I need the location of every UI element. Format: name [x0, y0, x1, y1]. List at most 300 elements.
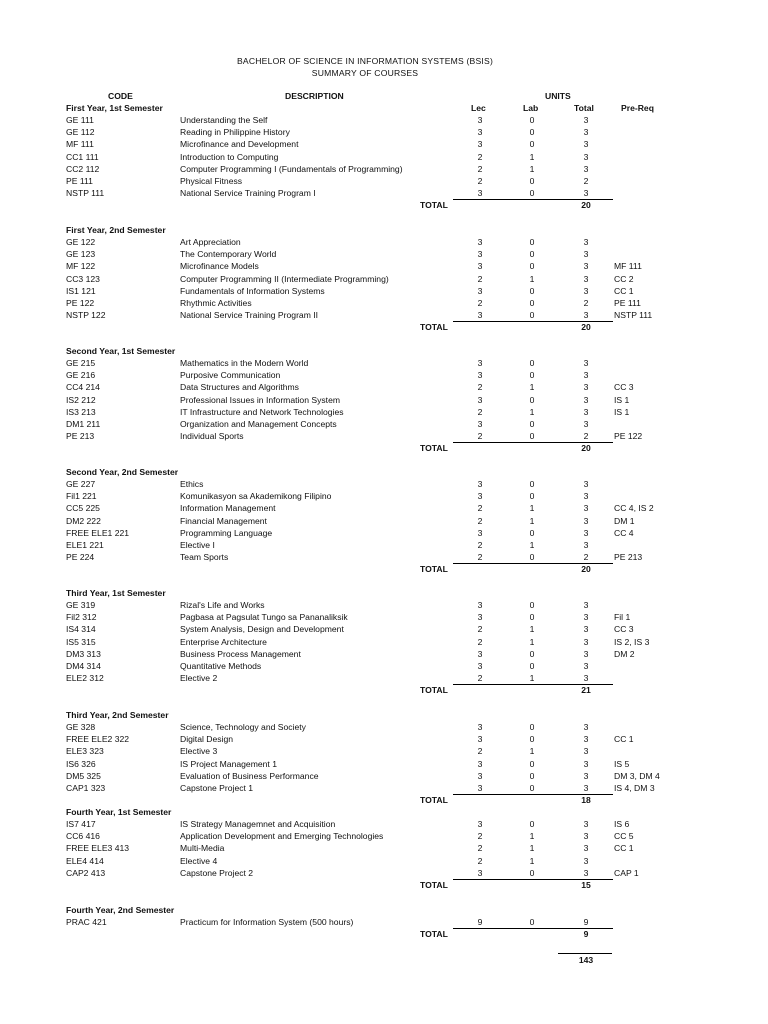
lab-units: 0 [529, 491, 535, 502]
lec-units: 2 [477, 273, 483, 284]
lec-units: 3 [477, 370, 483, 381]
table-row [0, 783, 768, 795]
lab-units: 0 [529, 237, 535, 248]
total-units: 3 [583, 358, 589, 369]
total-units: 3 [583, 819, 589, 830]
header-lec: Lec [471, 103, 486, 113]
lec-units: 3 [477, 285, 483, 296]
course-code: PE 213 [66, 431, 95, 442]
lab-units: 0 [529, 249, 535, 260]
table-row [0, 237, 768, 249]
lec-units: 2 [477, 624, 483, 635]
prerequisite: DM 3, DM 4 [614, 770, 660, 781]
course-code: FREE ELE1 221 [66, 527, 130, 538]
total-units: 3 [583, 188, 589, 199]
lab-units: 0 [529, 418, 535, 429]
lab-units: 0 [529, 782, 535, 793]
table-row [0, 298, 768, 310]
course-description: Evaluation of Business Performance [180, 770, 319, 781]
semester-total-value: 20 [581, 200, 591, 211]
course-description: The Contemporary World [180, 249, 277, 260]
total-units: 3 [583, 770, 589, 781]
semester-total-row [0, 443, 768, 455]
lab-units: 1 [529, 273, 535, 284]
total-units: 3 [583, 648, 589, 659]
prerequisite: CC 4, IS 2 [614, 503, 654, 514]
course-code: CAP1 323 [66, 782, 106, 793]
total-units: 3 [583, 127, 589, 138]
total-units: 3 [583, 758, 589, 769]
course-description: Reading in Philippine History [180, 127, 290, 138]
total-units: 3 [583, 503, 589, 514]
total-units: 3 [583, 382, 589, 393]
total-units: 3 [583, 600, 589, 611]
course-description: Introduction to Computing [180, 151, 279, 162]
course-code: CC1 111 [66, 151, 99, 162]
lab-units: 1 [529, 855, 535, 866]
course-description: Business Process Management [180, 648, 301, 659]
course-code: CC3 123 [66, 273, 100, 284]
total-label: TOTAL [420, 443, 448, 454]
lab-units: 1 [529, 843, 535, 854]
table-row [0, 152, 768, 164]
lec-units: 2 [477, 746, 483, 757]
lec-units: 2 [477, 382, 483, 393]
course-description: Fundamentals of Information Systems [180, 285, 325, 296]
lec-units: 3 [477, 394, 483, 405]
course-description: Science, Technology and Society [180, 722, 306, 733]
lec-units: 3 [477, 237, 483, 248]
total-units: 3 [583, 491, 589, 502]
table-row [0, 856, 768, 868]
lec-units: 3 [477, 115, 483, 126]
course-code: DM4 314 [66, 660, 101, 671]
lab-units: 0 [529, 431, 535, 442]
course-description: Information Management [180, 503, 276, 514]
course-description: Individual Sports [180, 431, 244, 442]
course-code: NSTP 111 [66, 188, 105, 199]
total-label: TOTAL [420, 685, 448, 696]
table-row [0, 382, 768, 394]
total-units: 3 [583, 406, 589, 417]
semester-total-row [0, 322, 768, 334]
total-units: 3 [583, 394, 589, 405]
course-code: GE 227 [66, 479, 96, 490]
course-description: Rhythmic Activities [180, 297, 252, 308]
lab-units: 0 [529, 261, 535, 272]
lab-units: 0 [529, 648, 535, 659]
prerequisite: IS 6 [614, 819, 630, 830]
total-label: TOTAL [420, 322, 448, 333]
lab-units: 1 [529, 515, 535, 526]
document-subtitle: SUMMARY OF COURSES [311, 68, 419, 78]
table-row [0, 661, 768, 673]
lec-units: 3 [477, 479, 483, 490]
semester-total-row [0, 685, 768, 697]
semester-title: Third Year, 1st Semester [66, 588, 166, 598]
total-label: TOTAL [420, 929, 448, 940]
table-row [0, 528, 768, 540]
prerequisite: CC 2 [614, 273, 634, 284]
lab-units: 0 [529, 552, 535, 563]
lab-units: 0 [529, 600, 535, 611]
course-description: Ethics [180, 479, 204, 490]
lec-units: 3 [477, 261, 483, 272]
course-code: Fil2 312 [66, 612, 97, 623]
prerequisite: DM 1 [614, 515, 635, 526]
table-row [0, 431, 768, 443]
table-row [0, 600, 768, 612]
semester-total-value: 20 [581, 443, 591, 454]
total-units: 3 [583, 273, 589, 284]
table-row [0, 176, 768, 188]
course-description: Physical Fitness [180, 175, 243, 186]
lab-units: 0 [529, 758, 535, 769]
lab-units: 0 [529, 394, 535, 405]
prerequisite: DM 2 [614, 648, 635, 659]
course-code: GE 319 [66, 600, 96, 611]
lab-units: 0 [529, 358, 535, 369]
table-row [0, 649, 768, 661]
table-row [0, 843, 768, 855]
total-units: 2 [583, 431, 589, 442]
total-units: 3 [583, 237, 589, 248]
prerequisite: IS 5 [614, 758, 630, 769]
course-description: Elective 3 [180, 746, 218, 757]
lec-units: 3 [477, 310, 483, 321]
lab-units: 1 [529, 163, 535, 174]
course-code: DM3 313 [66, 648, 101, 659]
header-total: Total [574, 103, 594, 113]
lec-units: 2 [477, 163, 483, 174]
header-prereq: Pre-Req [621, 103, 654, 113]
total-units: 3 [583, 722, 589, 733]
course-description: Art Appreciation [180, 237, 241, 248]
semester-total-row [0, 200, 768, 212]
course-description: IS Strategy Managemnet and Acquisition [180, 819, 336, 830]
lec-units: 2 [477, 636, 483, 647]
table-row [0, 358, 768, 370]
course-code: GE 328 [66, 722, 96, 733]
total-units: 3 [583, 636, 589, 647]
prerequisite: CC 5 [614, 831, 634, 842]
table-row [0, 552, 768, 564]
course-description: Capstone Project 2 [180, 867, 254, 878]
course-code: MF 122 [66, 261, 96, 272]
lab-units: 0 [529, 722, 535, 733]
lec-units: 3 [477, 612, 483, 623]
course-code: DM5 325 [66, 770, 101, 781]
semester-title: Fourth Year, 2nd Semester [66, 905, 175, 915]
course-code: FREE ELE3 413 [66, 843, 130, 854]
lab-units: 0 [529, 188, 535, 199]
course-description: Computer Programming II (Intermediate Programming) [180, 273, 389, 284]
lab-units: 0 [529, 175, 535, 186]
prerequisite: IS 4, DM 3 [614, 782, 655, 793]
course-code: PRAC 421 [66, 917, 107, 928]
table-row [0, 139, 768, 151]
course-code: GE 112 [66, 127, 95, 138]
lec-units: 2 [477, 855, 483, 866]
course-code: ELE2 312 [66, 673, 104, 684]
lec-units: 3 [477, 782, 483, 793]
course-description: Komunikasyon sa Akademikong Filipino [180, 491, 332, 502]
course-code: FREE ELE2 322 [66, 734, 130, 745]
prerequisite: IS 1 [614, 394, 630, 405]
semester-total-row [0, 929, 768, 941]
prerequisite: Fil 1 [614, 612, 631, 623]
course-description: National Service Training Program II [180, 310, 319, 321]
course-code: DM2 222 [66, 515, 101, 526]
lec-units: 2 [477, 431, 483, 442]
course-code: ELE3 323 [66, 746, 104, 757]
total-units: 2 [583, 175, 589, 186]
lec-units: 3 [477, 770, 483, 781]
course-code: DM1 211 [66, 418, 101, 429]
table-row [0, 917, 768, 929]
prerequisite: PE 111 [614, 297, 641, 308]
table-row [0, 491, 768, 503]
lec-units: 3 [477, 867, 483, 878]
header-lab: Lab [523, 103, 539, 113]
semester-total-row [0, 564, 768, 576]
lec-units: 2 [477, 515, 483, 526]
course-code: IS7 417 [66, 819, 96, 830]
lab-units: 1 [529, 406, 535, 417]
lab-units: 0 [529, 127, 535, 138]
lab-units: 1 [529, 746, 535, 757]
table-row [0, 734, 768, 746]
course-code: GE 122 [66, 237, 96, 248]
table-row [0, 249, 768, 261]
course-description: Computer Programming I (Fundamentals of Programming) [180, 163, 403, 174]
table-row [0, 127, 768, 139]
prerequisite: CC 3 [614, 624, 634, 635]
course-description: Pagbasa at Pagsulat Tungo sa Pananaliksik [180, 612, 348, 623]
table-row [0, 612, 768, 624]
course-description: Multi-Media [180, 843, 225, 854]
course-code: IS1 121 [66, 285, 96, 296]
total-units: 3 [583, 746, 589, 757]
total-units: 3 [583, 660, 589, 671]
course-description: System Analysis, Design and Development [180, 624, 344, 635]
lab-units: 0 [529, 819, 535, 830]
total-units: 3 [583, 734, 589, 745]
course-description: Application Development and Emerging Technologies [180, 831, 384, 842]
table-row [0, 673, 768, 685]
course-description: Understanding the Self [180, 115, 268, 126]
document-title: BACHELOR OF SCIENCE IN INFORMATION SYSTEMS (BSIS) [236, 56, 494, 66]
lab-units: 1 [529, 503, 535, 514]
total-units: 2 [583, 552, 589, 563]
semester-total-value: 9 [583, 929, 589, 940]
prerequisite: NSTP 111 [614, 310, 653, 321]
course-code: CC2 112 [66, 163, 100, 174]
lab-units: 0 [529, 660, 535, 671]
course-description: Elective 4 [180, 855, 218, 866]
lec-units: 3 [477, 758, 483, 769]
course-description: National Service Training Program I [180, 188, 316, 199]
lab-units: 0 [529, 770, 535, 781]
lec-units: 3 [477, 249, 483, 260]
table-row [0, 503, 768, 515]
total-units: 2 [583, 297, 589, 308]
lec-units: 3 [477, 819, 483, 830]
course-description: Professional Issues in Information System [180, 394, 341, 405]
total-units: 3 [583, 310, 589, 321]
semester-total-value: 15 [581, 879, 591, 890]
table-row [0, 115, 768, 127]
lab-units: 0 [529, 310, 535, 321]
total-units: 3 [583, 479, 589, 490]
lab-units: 1 [529, 624, 535, 635]
lec-units: 2 [477, 175, 483, 186]
course-code: CAP2 413 [66, 867, 106, 878]
table-row [0, 540, 768, 552]
semester-title: Third Year, 2nd Semester [66, 710, 169, 720]
lab-units: 0 [529, 917, 535, 928]
course-code: CC6 416 [66, 831, 100, 842]
course-description: Enterprise Architecture [180, 636, 267, 647]
total-units: 9 [583, 917, 589, 928]
course-code: PE 224 [66, 552, 95, 563]
total-units: 3 [583, 163, 589, 174]
total-label: TOTAL [420, 564, 448, 575]
course-description: Quantitative Methods [180, 660, 262, 671]
table-row [0, 637, 768, 649]
semester-total-value: 20 [581, 322, 591, 333]
lab-units: 1 [529, 151, 535, 162]
semester-title: First Year, 1st Semester [66, 103, 163, 113]
lec-units: 3 [477, 418, 483, 429]
course-code: MF 111 [66, 139, 94, 150]
table-row [0, 274, 768, 286]
semester-total-row [0, 795, 768, 807]
course-code: ELE1 221 [66, 539, 104, 550]
course-description: Data Structures and Algorithms [180, 382, 299, 393]
course-code: NSTP 122 [66, 310, 106, 321]
course-description: Team Sports [180, 552, 229, 563]
course-description: Microfinance and Development [180, 139, 299, 150]
table-row [0, 286, 768, 298]
course-code: GE 216 [66, 370, 96, 381]
lab-units: 0 [529, 297, 535, 308]
lec-units: 3 [477, 648, 483, 659]
total-units: 3 [583, 249, 589, 260]
lab-units: 1 [529, 539, 535, 550]
course-description: Practicum for Information System (500 hours) [180, 917, 354, 928]
course-description: Programming Language [180, 527, 273, 538]
table-row [0, 419, 768, 431]
total-label: TOTAL [420, 795, 448, 806]
total-units: 3 [583, 527, 589, 538]
prerequisite: MF 111 [614, 261, 642, 272]
course-description: Digital Design [180, 734, 234, 745]
lec-units: 3 [477, 358, 483, 369]
total-units: 3 [583, 370, 589, 381]
lab-units: 1 [529, 636, 535, 647]
lec-units: 2 [477, 843, 483, 854]
lec-units: 3 [477, 600, 483, 611]
course-code: GE 111 [66, 115, 94, 126]
course-code: CC4 214 [66, 382, 100, 393]
lec-units: 2 [477, 503, 483, 514]
grand-total-value: 143 [578, 955, 594, 965]
semester-title: Second Year, 2nd Semester [66, 467, 179, 477]
table-row [0, 479, 768, 491]
semester-total-row [0, 880, 768, 892]
table-row [0, 164, 768, 176]
lec-units: 3 [477, 127, 483, 138]
total-units: 3 [583, 831, 589, 842]
lec-units: 2 [477, 539, 483, 550]
course-description: IS Project Management 1 [180, 758, 277, 769]
lec-units: 2 [477, 673, 483, 684]
lec-units: 2 [477, 831, 483, 842]
lab-units: 0 [529, 139, 535, 150]
course-code: IS4 314 [66, 624, 96, 635]
course-code: IS6 326 [66, 758, 96, 769]
semester-title: Second Year, 1st Semester [66, 346, 176, 356]
course-code: ELE4 414 [66, 855, 104, 866]
table-row [0, 310, 768, 322]
lec-units: 3 [477, 734, 483, 745]
grand-total-line [558, 953, 612, 954]
lec-units: 2 [477, 406, 483, 417]
header-code: CODE [108, 91, 133, 101]
course-description: Organization and Management Concepts [180, 418, 337, 429]
lab-units: 0 [529, 479, 535, 490]
table-row [0, 868, 768, 880]
lec-units: 3 [477, 660, 483, 671]
table-row [0, 759, 768, 771]
course-description: Elective I [180, 539, 215, 550]
lec-units: 3 [477, 491, 483, 502]
lab-units: 0 [529, 285, 535, 296]
course-description: Capstone Project 1 [180, 782, 254, 793]
lec-units: 9 [477, 917, 483, 928]
total-units: 3 [583, 139, 589, 150]
course-description: IT Infrastructure and Network Technologies [180, 406, 344, 417]
lab-units: 0 [529, 867, 535, 878]
prerequisite: IS 1 [614, 406, 630, 417]
prerequisite: CC 1 [614, 843, 634, 854]
lec-units: 2 [477, 552, 483, 563]
course-description: Elective 2 [180, 673, 218, 684]
course-code: IS3 213 [66, 406, 96, 417]
course-description: Microfinance Models [180, 261, 259, 272]
total-units: 3 [583, 285, 589, 296]
total-units: 3 [583, 673, 589, 684]
semester-total-value: 21 [581, 685, 591, 696]
prerequisite: CC 1 [614, 734, 634, 745]
course-code: PE 122 [66, 297, 95, 308]
semester-title: Fourth Year, 1st Semester [66, 807, 172, 817]
lec-units: 2 [477, 297, 483, 308]
table-row [0, 395, 768, 407]
table-row [0, 516, 768, 528]
prerequisite: IS 2, IS 3 [614, 636, 650, 647]
semester-total-value: 20 [581, 564, 591, 575]
course-code: CC5 225 [66, 503, 100, 514]
lec-units: 3 [477, 722, 483, 733]
prerequisite: CC 3 [614, 382, 634, 393]
lec-units: 3 [477, 139, 483, 150]
course-code: PE 111 [66, 175, 93, 186]
table-row [0, 819, 768, 831]
total-units: 3 [583, 418, 589, 429]
table-row [0, 188, 768, 200]
